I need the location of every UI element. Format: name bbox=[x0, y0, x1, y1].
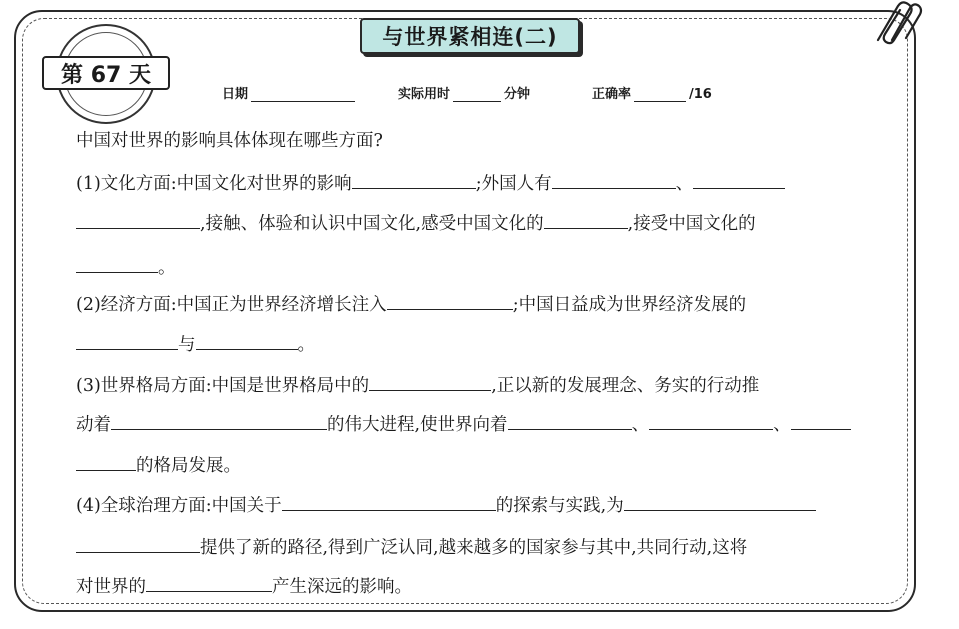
item-2-text-b: ;中国日益成为世界经济发展的 bbox=[512, 295, 747, 315]
time-blank[interactable] bbox=[453, 85, 501, 102]
item-4-text-b: 的探索与实践,为 bbox=[495, 496, 624, 516]
accuracy-field bbox=[592, 80, 712, 102]
item-3-line-2 bbox=[76, 409, 851, 435]
day-badge-text: 第 67 天 bbox=[61, 62, 151, 88]
item-4-text-d: 对世界的 bbox=[76, 577, 146, 597]
item-4-text-a: (4)全球治理方面:中国关于 bbox=[76, 496, 282, 516]
blank[interactable] bbox=[508, 409, 632, 430]
item-2-line-2 bbox=[76, 329, 315, 355]
item-3-text-a: (3)世界格局方面:中国是世界格局中的 bbox=[76, 376, 370, 396]
blank[interactable] bbox=[76, 532, 200, 553]
blank[interactable] bbox=[352, 168, 476, 189]
day-badge bbox=[42, 56, 170, 90]
accuracy-label: 正确率 bbox=[592, 87, 632, 102]
item-3-text-g: 的格局发展。 bbox=[136, 456, 241, 476]
blank[interactable] bbox=[369, 370, 491, 391]
blank[interactable] bbox=[76, 329, 178, 350]
item-4-line-3 bbox=[76, 571, 412, 597]
item-2-text-d: 。 bbox=[297, 335, 315, 355]
item-4-line-2 bbox=[76, 532, 747, 558]
item-1-line-1 bbox=[76, 168, 785, 194]
question-text: 中国对世界的影响具体体现在哪些方面? bbox=[76, 131, 383, 151]
blank[interactable] bbox=[76, 252, 158, 273]
accuracy-total: /16 bbox=[689, 87, 712, 102]
item-4-text-c: 提供了新的路径,得到广泛认同,越来越多的国家参与其中,共同行动,这将 bbox=[200, 538, 748, 558]
date-blank[interactable] bbox=[251, 85, 355, 102]
item-3-text-f: 、 bbox=[773, 415, 791, 435]
item-1-text-a: (1)文化方面:中国文化对世界的影响 bbox=[76, 174, 352, 194]
blank[interactable] bbox=[649, 409, 773, 430]
item-3-text-c: 动着 bbox=[76, 415, 111, 435]
blank[interactable] bbox=[196, 329, 298, 350]
item-3-text-d: 的伟大进程,使世界向着 bbox=[327, 415, 508, 435]
blank[interactable] bbox=[111, 409, 327, 430]
blank[interactable] bbox=[146, 571, 272, 592]
blank[interactable] bbox=[544, 208, 628, 229]
item-1-text-f: 。 bbox=[158, 258, 176, 278]
blank[interactable] bbox=[387, 289, 513, 310]
page-title-text: 与世界紧相连(二) bbox=[382, 25, 558, 49]
item-4-text-e: 产生深远的影响。 bbox=[272, 577, 412, 597]
accuracy-blank[interactable] bbox=[634, 85, 686, 102]
blank[interactable] bbox=[76, 208, 200, 229]
item-2-text-c: 与 bbox=[178, 335, 196, 355]
blank[interactable] bbox=[282, 490, 496, 511]
item-3-line-1 bbox=[76, 370, 759, 396]
item-1-text-b: ;外国人有 bbox=[475, 174, 552, 194]
item-4-line-1 bbox=[76, 490, 816, 516]
item-3-text-b: ,正以新的发展理念、务实的行动推 bbox=[491, 376, 760, 396]
time-label: 实际用时 bbox=[398, 87, 451, 102]
blank[interactable] bbox=[791, 409, 851, 430]
blank[interactable] bbox=[76, 450, 136, 471]
item-1-line-2 bbox=[76, 208, 756, 234]
blank[interactable] bbox=[624, 490, 816, 511]
paperclip-icon bbox=[868, 0, 924, 46]
item-2-line-1 bbox=[76, 289, 746, 315]
date-field bbox=[222, 80, 358, 102]
blank[interactable] bbox=[693, 168, 785, 189]
question-line bbox=[76, 128, 383, 154]
minute-label: 分钟 bbox=[504, 87, 531, 102]
item-1-line-3 bbox=[76, 252, 176, 278]
item-1-text-d: ,接触、体验和认识中国文化,感受中国文化的 bbox=[200, 214, 544, 234]
page-title bbox=[360, 18, 580, 54]
item-3-line-3 bbox=[76, 450, 241, 476]
item-1-text-c: 、 bbox=[675, 174, 694, 194]
blank[interactable] bbox=[552, 168, 676, 189]
date-label: 日期 bbox=[222, 87, 249, 102]
item-2-text-a: (2)经济方面:中国正为世界经济增长注入 bbox=[76, 295, 387, 315]
time-field bbox=[398, 80, 530, 102]
item-3-text-e: 、 bbox=[631, 415, 650, 435]
item-1-text-e: ,接受中国文化的 bbox=[627, 214, 756, 234]
